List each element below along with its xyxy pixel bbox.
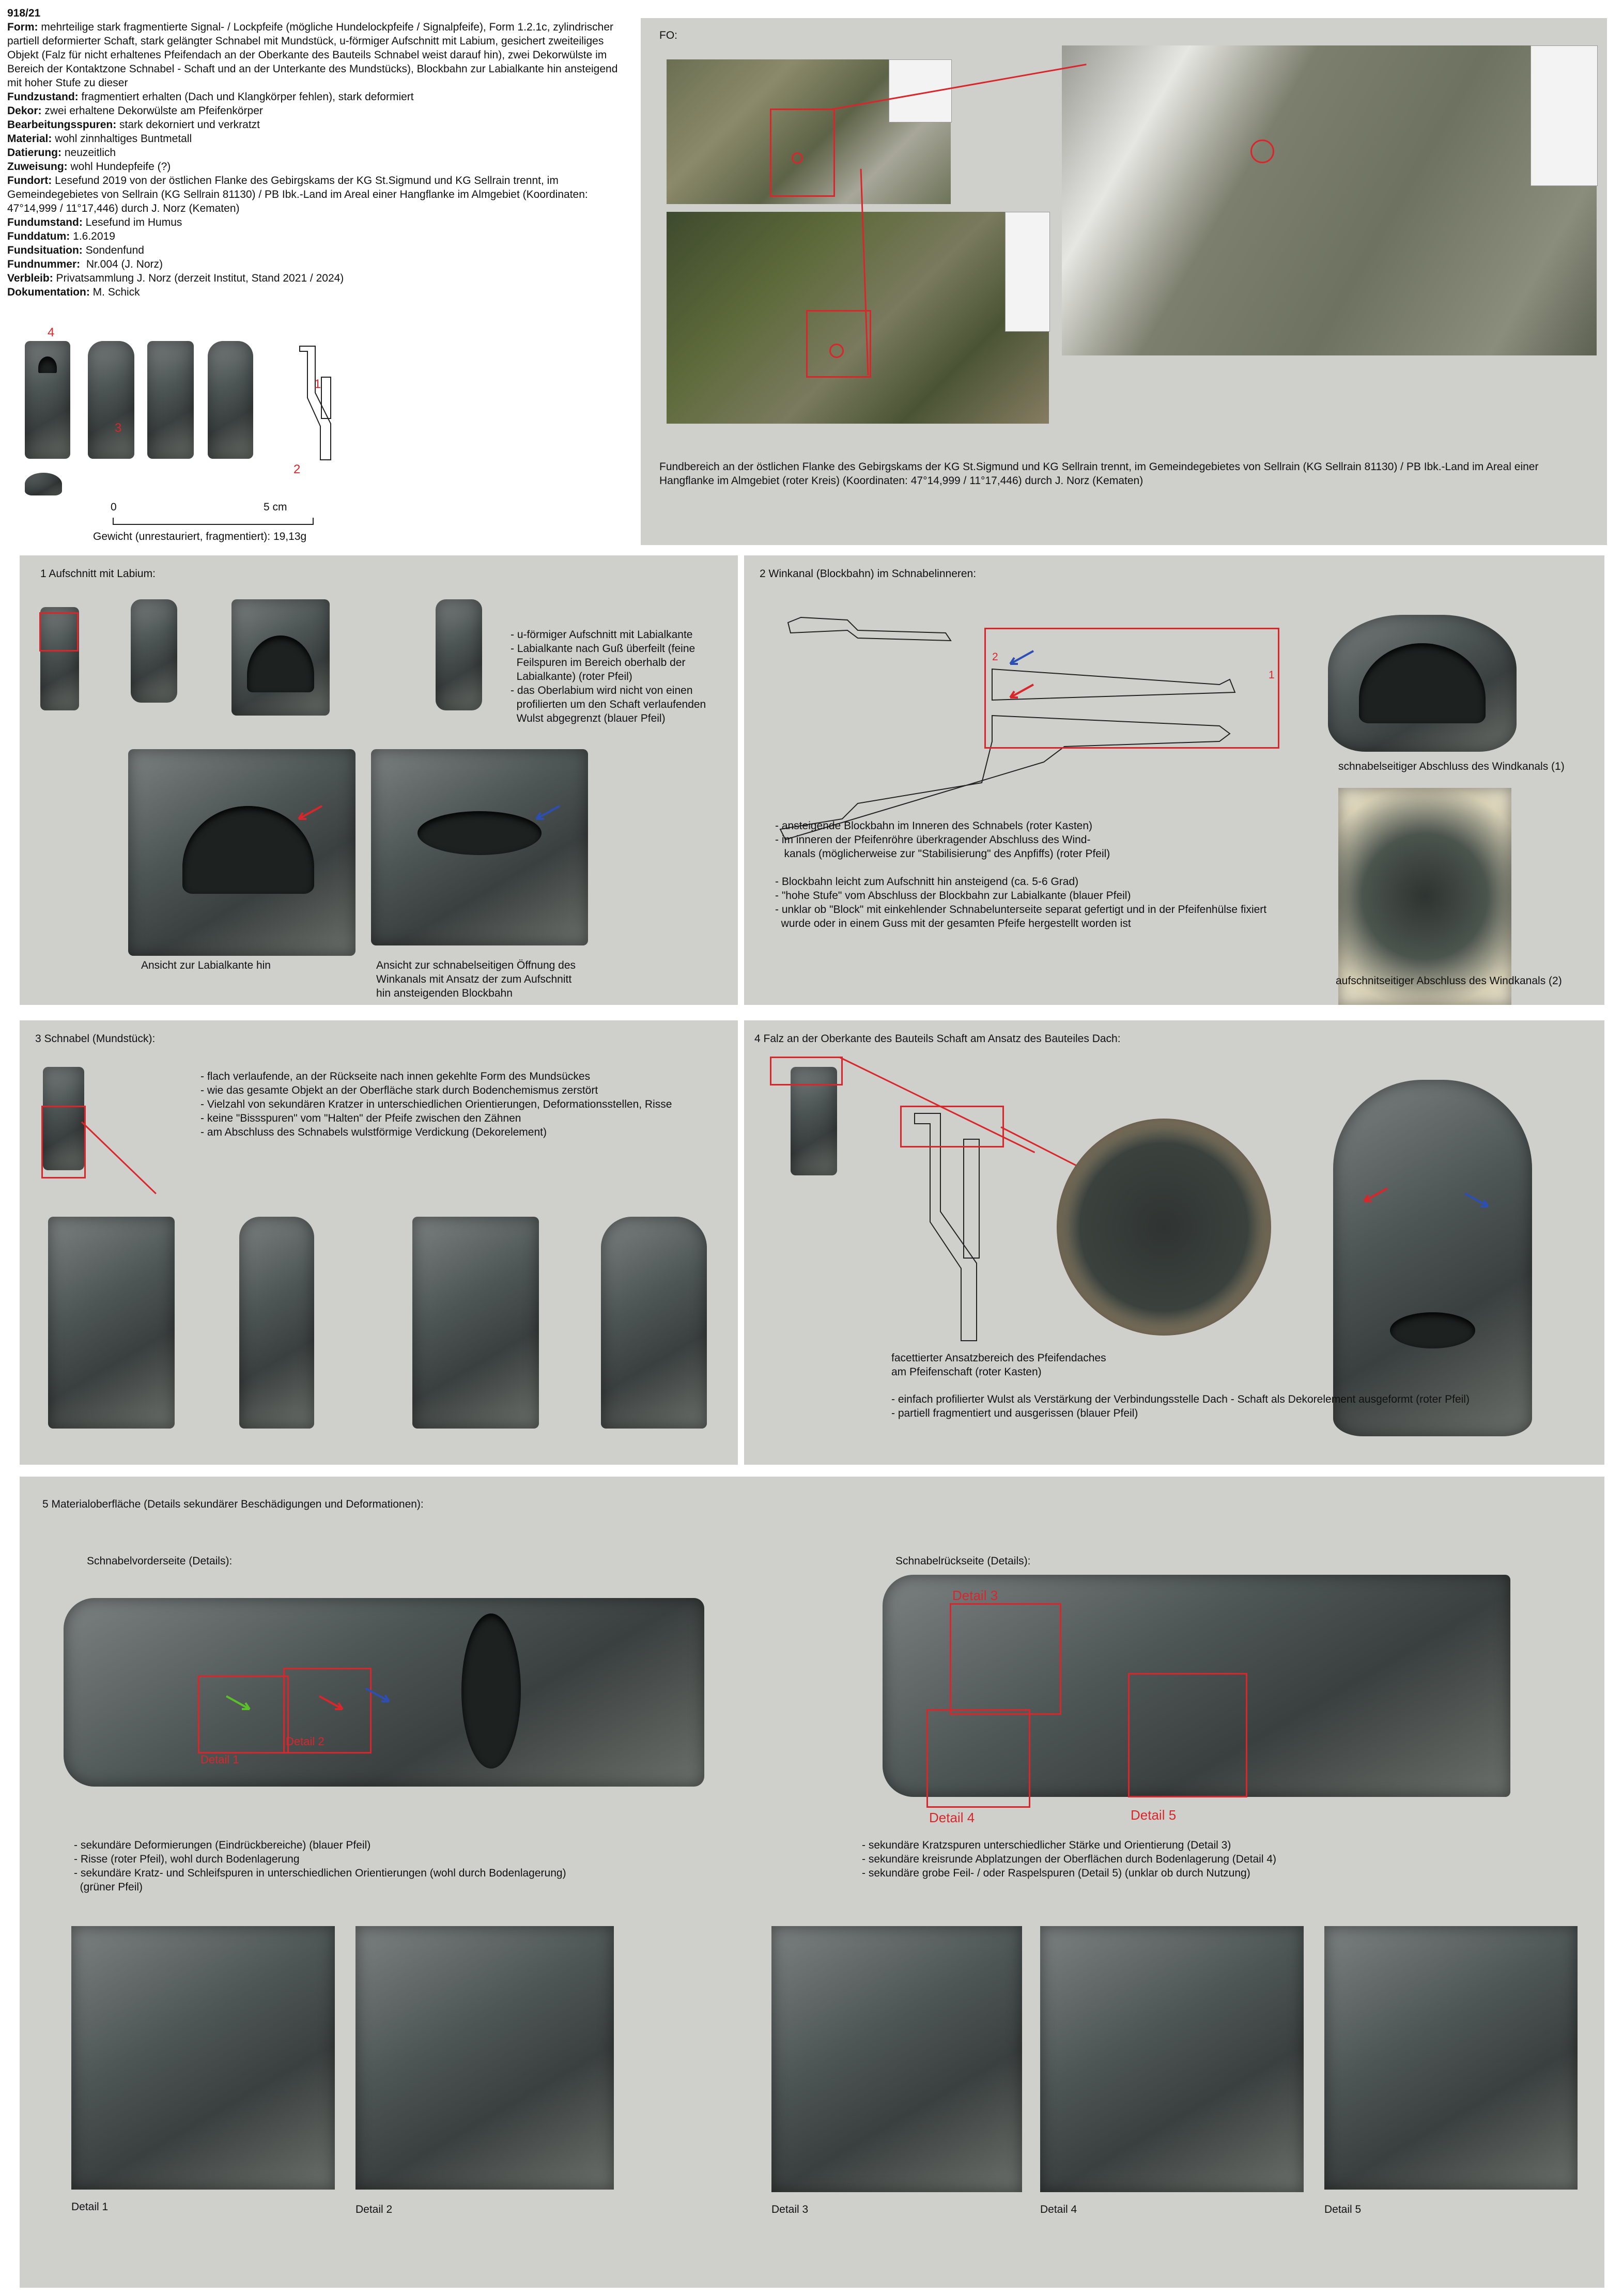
field-list <box>7 20 632 299</box>
field-label: Fundzustand: <box>7 91 79 103</box>
map-satellite <box>1062 45 1597 355</box>
field-row <box>7 90 632 104</box>
s4-profile-highlight <box>900 1106 1004 1147</box>
s2-red-arrow <box>1005 682 1036 703</box>
s1-notes: - u-förmiger Aufschnitt mit Labialkante - Labialkante nach Guß überfeilt (feine Feilspuren im Bereich oberhalb der Labialkante) (roter Pfeil) - das Oberlabium wird nicht von einen profilierten um den Schaft verlaufenden Wulst abgegrenzt (blauer Pfeil) <box>511 629 706 724</box>
weight-label: Gewicht (unrestauriert, fragmentiert): 19,13g <box>93 531 307 542</box>
field-value: wohl Hundepfeife (?) <box>67 161 171 173</box>
field-row <box>7 229 632 243</box>
s5-blue-arrow <box>363 1686 394 1707</box>
field-row <box>7 174 632 215</box>
s2-blue-arrow <box>1005 648 1036 669</box>
s5-front-label: Schnabelvorderseite (Details): <box>87 1555 233 1567</box>
map-overview-highlight-box <box>770 108 835 197</box>
s5-notes-front: - sekundäre Deformierungen (Eindrückbereiche) (blauer Pfeil) - Risse (roter Pfeil), wohl durch Bodenlagerung - sekundäre Kratz- und Schleifspuren in unterschiedlichen Orientierungen (wohl durch Bodenlagerung) (grüner Pfeil) <box>74 1839 566 1893</box>
field-label: Zuweisung: <box>7 161 68 173</box>
catalog-header <box>7 6 632 299</box>
object-profile-drawing <box>289 336 341 465</box>
panel-s1 <box>20 555 738 1005</box>
field-label: Bearbeitungsspuren: <box>7 119 117 131</box>
panel-s5 <box>20 1477 1604 2288</box>
s5-front-mark-1: Detail 1 <box>200 1753 239 1766</box>
map-overview-find-circle <box>792 152 803 164</box>
s5-red-arrow <box>317 1694 348 1714</box>
field-label: Fundort: <box>7 175 52 187</box>
fo-caption: Fundbereich an der östlichen Flanke des Gebirgskams der KG St.Sigmund und KG Sellrain trennt, im Gemeindegebietes von Sellrain (KG Sellrain 81130) / PB Ibk.-Land im Areal einer Hangflanke im Almgebiet (roter Kreis) (Koordinaten: 47°14,999 / 11°17,446) durch J. Norz (Kematen) <box>659 461 1542 487</box>
map-satellite-info-panel <box>1531 45 1598 186</box>
panel-s4 <box>744 1020 1604 1465</box>
s1-caption-left: Ansicht zur Labialkante hin <box>141 959 271 971</box>
s2-notes-2: - Blockbahn leicht zum Aufschnitt hin ansteigend (ca. 5-6 Grad) - "hohe Stufe" vom Abschluss der Blockbahn zur Labialkante (blauer Pfeil) - unklar ob "Block" mit einkehlender Schnabelunterseite separat gefertigt und in der Pfeifenhülse fixiert wurde oder in einem Guss mit der gesamten Pfeife hergestellt worden ist <box>775 876 1267 929</box>
map-overview-info-panel <box>889 59 952 122</box>
s2-caption-2: aufschnitseitiger Abschluss des Windkanals (2) <box>1336 975 1562 987</box>
field-label: Fundnummer: <box>7 258 81 270</box>
s4-photo-oblique-opening <box>1390 1312 1475 1348</box>
s2-mark-1: 1 <box>1269 669 1275 681</box>
s2-mark-2: 2 <box>992 651 998 663</box>
map-detail-find-circle <box>829 344 844 358</box>
field-row <box>7 104 632 118</box>
panel-fo <box>641 18 1607 545</box>
s5-back-mark-5: Detail 5 <box>1131 1807 1177 1823</box>
object-view-bottom <box>25 473 62 495</box>
s3-view-back <box>412 1217 539 1429</box>
scale-end-label: 5 cm <box>264 501 287 513</box>
map-satellite-find-circle <box>1250 139 1274 163</box>
s5-detail-photo-1 <box>71 1926 335 2190</box>
field-row <box>7 160 632 174</box>
s5-back-mark-3: Detail 3 <box>952 1588 998 1603</box>
s1-red-arrow <box>293 803 324 824</box>
s4-photo-oblique <box>1333 1080 1532 1436</box>
s5-front-mark-2: Detail 2 <box>286 1735 324 1748</box>
s1-blue-arrow <box>531 803 562 824</box>
s5-back-detail-box-5 <box>1128 1673 1247 1797</box>
field-label: Fundsituation: <box>7 244 83 256</box>
s5-back-detail-box-3 <box>950 1603 1061 1715</box>
s1-detail-opening-hole <box>418 811 542 855</box>
s5-back-label: Schnabelrückseite (Details): <box>895 1555 1031 1567</box>
field-label: Form: <box>7 21 38 33</box>
field-label: Datierung: <box>7 147 61 159</box>
s5-back-mark-4: Detail 4 <box>929 1810 975 1825</box>
s2-notes-1: - ansteigende Blockbahn im Inneren des Schnabels (roter Kasten) - im inneren der Pfeifenröhre überkragender Abschluss des Wind- kanals (möglicherweise zur "Stabilisierung" des Anpfiffs) (roter Pfeil) <box>775 820 1110 860</box>
field-value: zwei erhaltene Dekorwülste am Pfeifenkörper <box>41 105 263 117</box>
s3-view-front <box>48 1217 175 1429</box>
s5-detail-caption-4: Detail 4 <box>1040 2204 1077 2215</box>
scale-bar <box>113 518 314 525</box>
field-value: Privatsammlung J. Norz (derzeit Institut, Stand 2021 / 2024) <box>53 272 344 284</box>
view-label-3: 3 <box>115 421 122 435</box>
s5-detail-photo-5 <box>1324 1926 1578 2190</box>
field-value: mehrteilige stark fragmentierte Signal- / Lockpfeife (mögliche Hundelockpfeife / Signalpfeife), Form 1.2.1c, zylindrischer partiell deformierter Schaft, stark gelängter Schnabel mit Mundstück, u-förmiger Aufschnitt mit Labium, gesichert zweiteiliges Objekt (Falz für nicht erhaltenes Pfeifendach an der Oberkante des Bauteils Schnabel weist darauf hin), zwei Dekorwülste im Bereich der Kontaktzone Schnabel - Schaft und an der Unterkante des Mundstücks), Blockbahn zur Labialkante hin ansteigend mit hoher Stufe zu dieser <box>7 21 621 89</box>
s3-title: 3 Schnabel (Mundstück): <box>35 1033 156 1045</box>
s5-detail-photo-3 <box>771 1926 1022 2192</box>
s5-green-arrow <box>224 1694 255 1714</box>
catalog-id: 918/21 <box>7 7 41 19</box>
field-label: Dokumentation: <box>7 286 90 298</box>
s4-thumb-highlight <box>770 1057 843 1085</box>
field-row <box>7 20 632 90</box>
field-value: M. Schick <box>89 286 140 298</box>
field-row <box>7 271 632 285</box>
s4-notes-1: facettierter Ansatzbereich des Pfeifendaches am Pfeifenschaft (roter Kasten) <box>891 1352 1106 1378</box>
s5-back-detail-box-4 <box>926 1709 1030 1808</box>
field-value: Sondenfund <box>82 244 144 256</box>
object-view-left <box>88 341 134 459</box>
view-label-2: 2 <box>293 462 301 476</box>
field-row <box>7 118 632 132</box>
s5-title: 5 Materialoberfläche (Details sekundärer Beschädigungen und Deformationen): <box>42 1498 424 1510</box>
field-value: wohl zinnhaltiges Buntmetall <box>52 133 192 145</box>
s3-notes: - flach verlaufende, an der Rückseite nach innen gekehlte Form des Mundsückes - wie das gesamte Objekt an der Oberfläche stark durch Bodenchemismus zerstört - Vielzahl von sekundären Kratzer in unterschiedlichen Orientierungen, Deformationsstellen, Risse - keine "Bissspuren" vom "Halten" der Pfeife zwischen den Zähnen - am Abschluss des Schnabels wulstförmige Verdickung (Dekorelement) <box>200 1071 672 1138</box>
field-value: Lesefund 2019 von der östlichen Flanke des Gebirgskams der KG St.Sigmund und KG Sellrain trennt, im Gemeindegebietes von Sellrain (KG Sellrain 81130) / PB Ibk.-Land im Areal einer Hangflanke im Almgebiet (Koordinaten: 47°14,999 / 11°17,446) durch J. Norz (Kematen) <box>7 175 591 214</box>
field-value: Lesefund im Humus <box>82 216 182 228</box>
s4-notes-2: - einfach profilierter Wulst als Verstärkung der Verbindungsstelle Dach - Schaft als Dekorelement ausgeformt (roter Pfeil) - partiell fragmentiert und ausgerissen (blauer Pfeil) <box>891 1393 1470 1419</box>
field-label: Dekor: <box>7 105 42 117</box>
field-row <box>7 285 632 299</box>
s1-caption-right: Ansicht zur schnabelseitigen Öffnung des Winkanals mit Ansatz der zum Aufschnitt hin ansteigenden Blockbahn <box>376 959 576 999</box>
s5-notes-back: - sekundäre Kratzspuren unterschiedlicher Stärke und Orientierung (Detail 3) - sekundäre kreisrunde Abplatzungen der Oberflächen durch Bodenlagerung (Detail 4) - sekundäre grobe Feil- / oder Raspelspuren (Detail 5) (unklar ob durch Nutzung) <box>862 1839 1276 1879</box>
s2-caption-1: schnabelseitiger Abschluss des Windkanals (1) <box>1338 761 1565 772</box>
field-row <box>7 243 632 257</box>
s5-detail-photo-4 <box>1040 1926 1304 2192</box>
field-value: fragmentiert erhalten (Dach und Klangkörper fehlen), stark deformiert <box>78 91 414 103</box>
field-row <box>7 215 632 229</box>
s3-view-side-a <box>239 1217 314 1429</box>
field-value: stark dekorniert und verkratzt <box>116 119 260 131</box>
field-value: neuzeitlich <box>61 147 116 159</box>
s1-thumb-highlight <box>39 612 79 651</box>
s5-detail-caption-2: Detail 2 <box>355 2204 393 2215</box>
panel-s3 <box>20 1020 738 1465</box>
field-label: Verbleib: <box>7 272 53 284</box>
view-label-1: 1 <box>314 377 321 391</box>
object-view-back <box>147 341 194 459</box>
s2-title: 2 Winkanal (Blockbahn) im Schnabelinneren: <box>760 568 977 580</box>
s4-title: 4 Falz an der Oberkante des Bauteils Schaft am Ansatz des Bauteiles Dach: <box>754 1033 1121 1045</box>
s5-front-detail-box-1 <box>198 1676 289 1754</box>
field-value: 1.6.2019 <box>70 230 115 242</box>
s5-detail-photo-2 <box>355 1926 614 2190</box>
s2-photo-windkanal-2 <box>1338 788 1511 1005</box>
s1-view-side-b <box>436 599 482 710</box>
object-view-right <box>208 341 253 459</box>
view-label-4: 4 <box>48 325 55 339</box>
s4-photo-top <box>1057 1119 1271 1336</box>
field-row <box>7 257 632 271</box>
s3-thumb-highlight <box>41 1106 86 1178</box>
s5-front-photo-opening <box>461 1614 521 1768</box>
fo-label: FO: <box>659 29 677 41</box>
s4-red-arrow <box>1359 1186 1390 1206</box>
field-row <box>7 132 632 146</box>
field-value: Nr.004 (J. Norz) <box>80 258 163 270</box>
s3-zoom-line <box>81 1121 157 1194</box>
scale-start-label: 0 <box>111 501 117 513</box>
field-row <box>7 146 632 160</box>
s1-title: 1 Aufschnitt mit Labium: <box>40 568 156 580</box>
s1-view-side-a <box>131 599 177 703</box>
field-label: Funddatum: <box>7 230 70 242</box>
field-label: Fundumstand: <box>7 216 83 228</box>
s3-view-side-b <box>601 1217 707 1429</box>
panel-s2 <box>744 555 1604 1005</box>
s5-detail-caption-5: Detail 5 <box>1324 2204 1362 2215</box>
field-label: Material: <box>7 133 52 145</box>
s5-detail-caption-3: Detail 3 <box>771 2204 809 2215</box>
s5-detail-caption-1: Detail 1 <box>71 2201 109 2213</box>
s4-blue-arrow <box>1462 1191 1493 1212</box>
map-detail-info-panel <box>1005 212 1050 332</box>
